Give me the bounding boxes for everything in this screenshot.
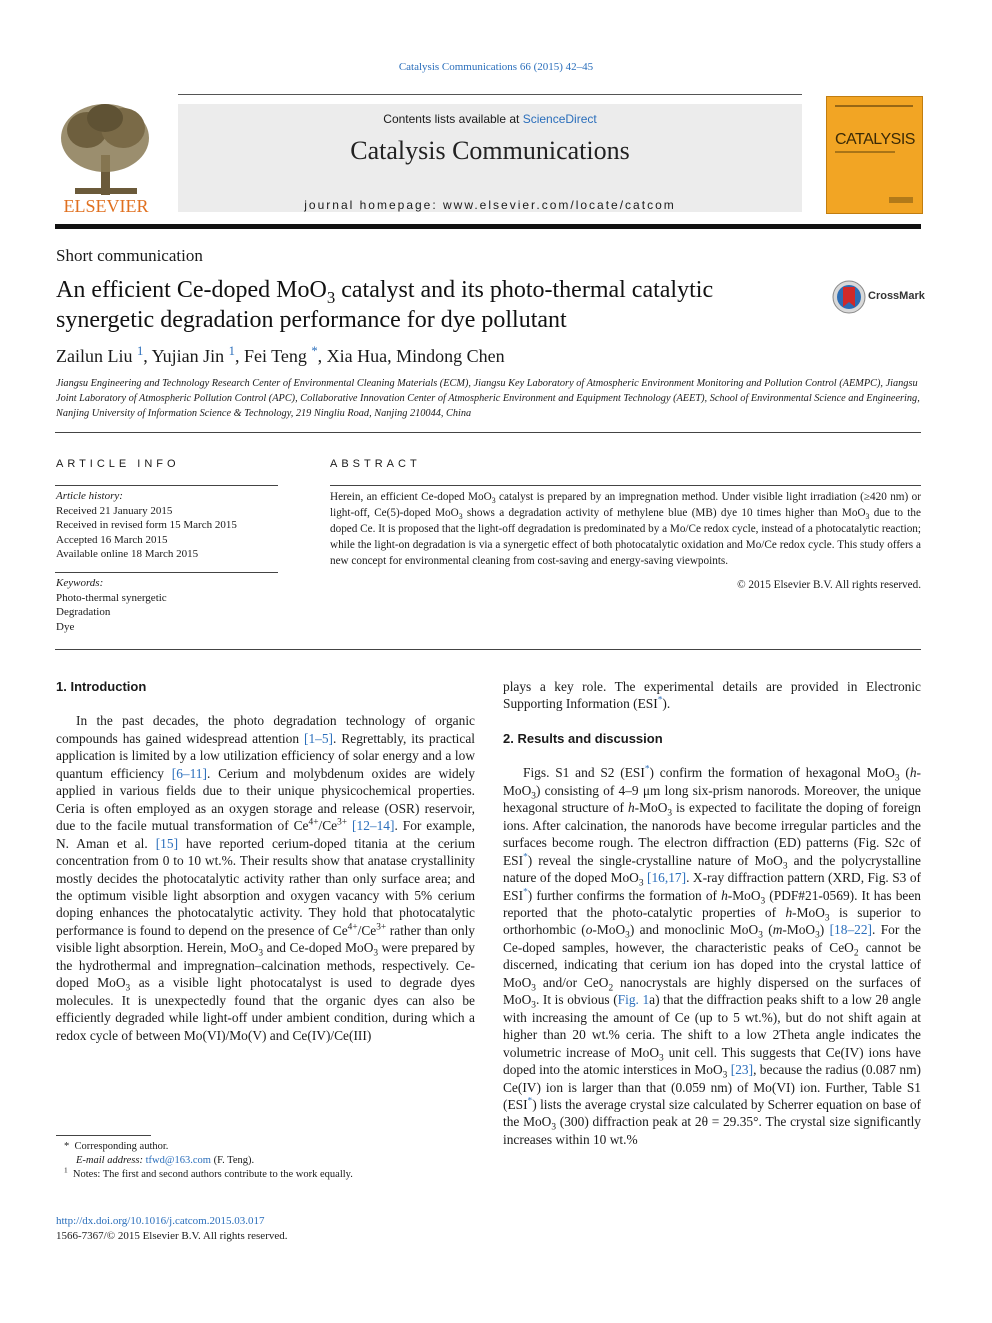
copyright: © 2015 Elsevier B.V. All rights reserved. bbox=[737, 579, 921, 591]
history-item: Accepted 16 March 2015 bbox=[56, 533, 168, 546]
journal-banner bbox=[178, 104, 802, 212]
crossmark-label: CrossMark bbox=[868, 290, 925, 302]
article-history bbox=[56, 489, 276, 562]
elsevier-logo bbox=[55, 100, 157, 218]
figure-link[interactable]: Fig. 1 bbox=[617, 992, 650, 1008]
reference-link[interactable]: [1–5] bbox=[304, 730, 334, 746]
keyword: Dye bbox=[56, 620, 75, 633]
divider bbox=[55, 485, 278, 486]
history-item: Received 21 January 2015 bbox=[56, 504, 173, 517]
abstract-heading: ABSTRACT bbox=[330, 458, 421, 470]
footnote-rule bbox=[56, 1135, 151, 1136]
history-label: Article history: bbox=[56, 490, 123, 502]
journal-homepage[interactable]: journal homepage: www.elsevier.com/locate/catcom bbox=[304, 198, 676, 212]
divider bbox=[55, 649, 921, 650]
crossmark-badge[interactable] bbox=[832, 280, 925, 314]
journal-name: Catalysis Communications bbox=[350, 136, 630, 165]
section-heading: 2. Results and discussion bbox=[503, 730, 663, 746]
journal-cover bbox=[826, 96, 923, 214]
keyword: Degradation bbox=[56, 606, 111, 618]
issn-line: 1566-7367/© 2015 Elsevier B.V. All rights reserved. bbox=[56, 1230, 288, 1242]
reference-link[interactable]: [23] bbox=[730, 1062, 754, 1078]
history-item: Received in revised form 15 March 2015 bbox=[56, 519, 237, 531]
paragraph: plays a key role. The experimental details are provided in Electronic Supporting Information (ESI*). bbox=[503, 679, 921, 712]
doi-link[interactable]: http://dx.doi.org/10.1016/j.catcom.2015.03.017 bbox=[56, 1215, 265, 1227]
footnotes: * Corresponding author. E-mail address: tfwd@163.com (F. Teng). $^1$ Notes: The first and second authors contribute to the work equally. bbox=[64, 1141, 353, 1180]
section-heading: 1. Introduction bbox=[56, 679, 147, 694]
doi-block bbox=[56, 1214, 288, 1244]
keywords bbox=[56, 576, 276, 634]
contents-line: Contents lists available at ScienceDirect bbox=[383, 112, 597, 126]
corresponding-author-mark[interactable]: * bbox=[311, 344, 318, 358]
author-name: Zailun Liu bbox=[56, 346, 133, 366]
crossmark-icon bbox=[832, 280, 866, 314]
reference-link[interactable]: [6–11] bbox=[171, 765, 207, 781]
author-mark: 1 bbox=[136, 344, 144, 358]
header-top-rule bbox=[178, 94, 802, 95]
author-name: Xia Hua bbox=[326, 346, 388, 366]
sciencedirect-link[interactable]: ScienceDirect bbox=[522, 112, 597, 126]
elsevier-tree-icon bbox=[55, 100, 157, 218]
article-info-heading: ARTICLE INFO bbox=[56, 458, 180, 470]
header-thick-rule bbox=[55, 224, 921, 229]
reference-link[interactable]: [15] bbox=[155, 835, 179, 851]
divider bbox=[330, 485, 921, 486]
affiliation: Jiangsu Engineering and Technology Research Center of Environmental Cleaning Materials (ECM), Jiangsu Key Laboratory of Atmospheric Environment Monitoring and Pollution Control (AEMPC), Jiangsu Joint Laboratory of Atmospheric Pollution Control (APC), Collaborative Innovation Center of Atmospheric Environment and Equipment Technology (AEET), School of Environmental Science and Engineering, Nanjing University of Information Science & Technology, 219 Ningliu Road, Nanjing 210044, China bbox=[56, 378, 920, 419]
paragraph: In the past decades, the photo degradation technology of organic compounds has gained widespread attention [1–5]. Regrettably, its practical application is limited by a low utilization efficiency of solar energy and a low quantum efficiency [6–11]. Cerium and molybdenum oxides are widely applied in various fields due to their unique physicochemical properties. Ceria is often employed as an oxygen storage and release (OSR) reservoir, due to the facile mutual transformation of $Ce^{4+}/Ce^{3+}$ [12–14]. For example, N. Aman et al. [15] have reported cerium-doped titania at the cerium concentration from 0 to 10 wt.%. Their results show that anatase crystallinity mostly decides the photocatalytic activity rather than only surface area; and the optimum visible light absorption and oxygen vacancy with 5% cerium doping enhances the photocatalytic activity. They hold that photocatalytic performance is found to depend on the presence of $Ce^{4+}/Ce^{3+}$ rather than only visible light absorption. Herein, MoO$_3$ and Ce-doped MoO$_3$ were prepared by the hydrothermal and impregnation–calcination methods, respectively. Ce-doped MoO$_3$ as a visible light photocatalyst is used to degrade dyes molecules. It is unexpectedly found that the organic dyes can also be efficiently degraded while light-off under ambient condition, during which a redox cycle of between Mo(VI)/Mo(V) and Ce(IV)/Ce(III) bbox=[56, 713, 476, 1043]
keywords-label: Keywords: bbox=[56, 577, 104, 589]
keyword: Photo-thermal synergetic bbox=[56, 591, 167, 604]
divider bbox=[55, 432, 921, 433]
elsevier-wordmark: ELSEVIER bbox=[63, 196, 149, 216]
article-title: An efficient Ce-doped MoO$_3$ catalyst and its photo-thermal catalytic synergetic degradation performance for dye pollutant bbox=[56, 277, 714, 333]
paragraph: Figs. S1 and S2 (ESI*) confirm the formation of hexagonal MoO$_3$ (h-MoO$_3$) consisting of 4–9 μm long six-prism nanorods. Moreover, the unique hexagonal structure of h-MoO$_3$ is expected to facilitate the doping of foreign ions. After calcination, the nanorods have become irregular particles and the surfaces become rough. The electron diffraction (ED) patterns (Fig. S2c of ESI*) reveal the single-crystalline nature of MoO$_3$ and the polycrystalline nature of the doped MoO$_3$ [16,17]. X-ray diffraction pattern (XRD, Fig. S3 of ESI*) further confirms the formation of h-MoO$_3$ (PDF#21-0569). It has been reported that the photo-catalytic properties of h-MoO$_3$ is superior to orthorhombic (o-MoO$_3$) and monoclinic MoO$_3$ (m-MoO$_3$) [18–22]. For the Ce-doped samples, however, the characteristic peaks of CeO$_2$ cannot be discerned, indicating that cerium ion has doped into the crystal lattice of MoO$_3$ and/or CeO$_2$ nanocrystals are highly dispersed on the surfaces of MoO$_3$. It is obvious (Fig. 1a) that the diffraction peaks shift to a low 2θ angle with increasing the amount of Ce (up to 5 wt.%), but do not shift again at higher than 20 wt.% ceria. The shift to a low 2Theta angle indicates the volumetric increase of MoO$_3$ unit cell. This suggests that Ce(IV) ions have doped into the atomic interstices in MoO$_3$ [23], because the radius (0.087 nm) Ce(IV) ion is larger than that (0.059 nm) of Mo(VI) ion. Further, Table S1 (ESI*) lists the average crystal size calculated by Scherrer equation on base of the MoO$_3$ (300) diffraction peak at 2θ = 29.35°. The crystal size significantly increases within 10 wt.% bbox=[503, 764, 922, 1147]
body-column-left bbox=[56, 678, 475, 1044]
author-name: Fei Teng bbox=[243, 346, 307, 366]
abstract-text: Herein, an efficient Ce-doped MoO$_3$ catalyst is prepared by an impregnation method. Under visible light irradiation (≥420 nm) or light-off, Ce(5)-doped MoO$_3$ shows a degradation activity of methylene blue (MB) dye 10 times higher than MoO$_3$ due to the doped Ce. It is proposed that the light-off degradation is predominated by a Mo/Ce redox cycle, instead of a photocatalytic reaction; while the light-on degradation is via a synergetic effect of both photocatalytic oxidation and Mo/Ce redox cycle. This study offers a new concept for environmental cleaning from cost-saving and energy-saving viewpoints. © 2015 Elsevier B.V. All rights reserved. bbox=[330, 491, 921, 591]
cover-title: CATALYSIS bbox=[835, 131, 915, 148]
author-name: Mindong Chen bbox=[396, 346, 505, 366]
history-item: Available online 18 March 2015 bbox=[56, 548, 199, 560]
reference-link[interactable]: [18–22] bbox=[829, 922, 872, 938]
article-type: Short communication bbox=[56, 246, 203, 265]
author-name: Yujian Jin bbox=[151, 346, 225, 366]
journal-citation[interactable]: Catalysis Communications 66 (2015) 42–45 bbox=[398, 61, 594, 73]
reference-link[interactable]: [16,17] bbox=[647, 870, 687, 886]
body-column-right bbox=[503, 678, 921, 1148]
author-mark: 1 bbox=[228, 344, 235, 358]
email-link[interactable]: tfwd@163.com bbox=[145, 1155, 211, 1166]
divider bbox=[55, 572, 278, 573]
reference-link[interactable]: [12–14] bbox=[352, 818, 395, 834]
author-list: Zailun Liu $^1$, Yujian Jin $^1$, Fei Teng *, Xia Hua, Mindong Chen bbox=[56, 344, 505, 366]
